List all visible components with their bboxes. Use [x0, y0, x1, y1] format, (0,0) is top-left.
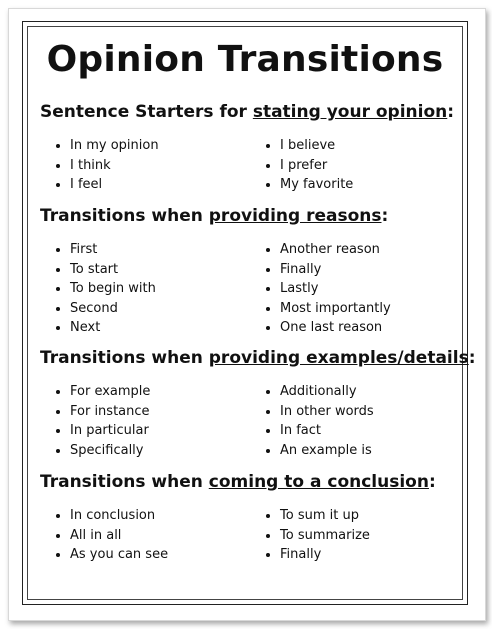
list-item: Finally	[265, 545, 370, 565]
heading-emphasis: stating your opinion	[252, 102, 448, 122]
list-item: For example	[55, 382, 150, 402]
list-item: Most importantly	[265, 299, 391, 319]
heading-emphasis: providing reasons	[208, 206, 382, 226]
list-item: As you can see	[55, 545, 168, 565]
list-item: To summarize	[265, 526, 370, 546]
list-item: Second	[55, 299, 156, 319]
heading-prefix: Transitions when	[40, 472, 209, 492]
heading-suffix: :	[468, 348, 476, 368]
heading-emphasis: coming to a conclusion	[208, 472, 429, 492]
list-item: Additionally	[265, 382, 374, 402]
list-item: My favorite	[265, 175, 353, 195]
list-item: I feel	[55, 175, 159, 195]
list-item: An example is	[265, 441, 374, 461]
list-item: In particular	[55, 421, 150, 441]
heading-emphasis: providing examples/details	[208, 348, 469, 368]
list-item: Another reason	[265, 240, 391, 260]
list-item: In fact	[265, 421, 374, 441]
heading-prefix: Transitions when	[40, 206, 209, 226]
heading-prefix: Transitions when	[40, 348, 209, 368]
section-heading-conclusion	[40, 471, 436, 493]
conclusion-list-left	[55, 506, 168, 565]
heading-suffix: :	[428, 472, 436, 492]
list-item: I think	[55, 156, 159, 176]
list-item: In my opinion	[55, 136, 159, 156]
list-item: First	[55, 240, 156, 260]
list-item: All in all	[55, 526, 168, 546]
list-item: In conclusion	[55, 506, 168, 526]
list-item: Finally	[265, 260, 391, 280]
list-item: Lastly	[265, 279, 391, 299]
reasons-list-left	[55, 240, 156, 338]
examples-list-left	[55, 382, 150, 460]
list-item: To start	[55, 260, 156, 280]
opinion-list-right	[265, 136, 353, 195]
opinion-list-left	[55, 136, 159, 195]
heading-prefix: Sentence Starters for	[40, 102, 253, 122]
list-item: I believe	[265, 136, 353, 156]
list-item: To begin with	[55, 279, 156, 299]
poster-title: Opinion Transitions	[46, 39, 444, 80]
list-item: For instance	[55, 402, 150, 422]
list-item: In other words	[265, 402, 374, 422]
heading-suffix: :	[381, 206, 389, 226]
examples-list-right	[265, 382, 374, 460]
list-item: To sum it up	[265, 506, 370, 526]
list-item: Specifically	[55, 441, 150, 461]
list-item: One last reason	[265, 318, 391, 338]
section-heading-opinion	[40, 101, 454, 123]
conclusion-list-right	[265, 506, 370, 565]
list-item: Next	[55, 318, 156, 338]
section-heading-examples	[40, 347, 476, 369]
reasons-list-right	[265, 240, 391, 338]
list-item: I prefer	[265, 156, 353, 176]
heading-suffix: :	[447, 102, 455, 122]
section-heading-reasons	[40, 205, 388, 227]
